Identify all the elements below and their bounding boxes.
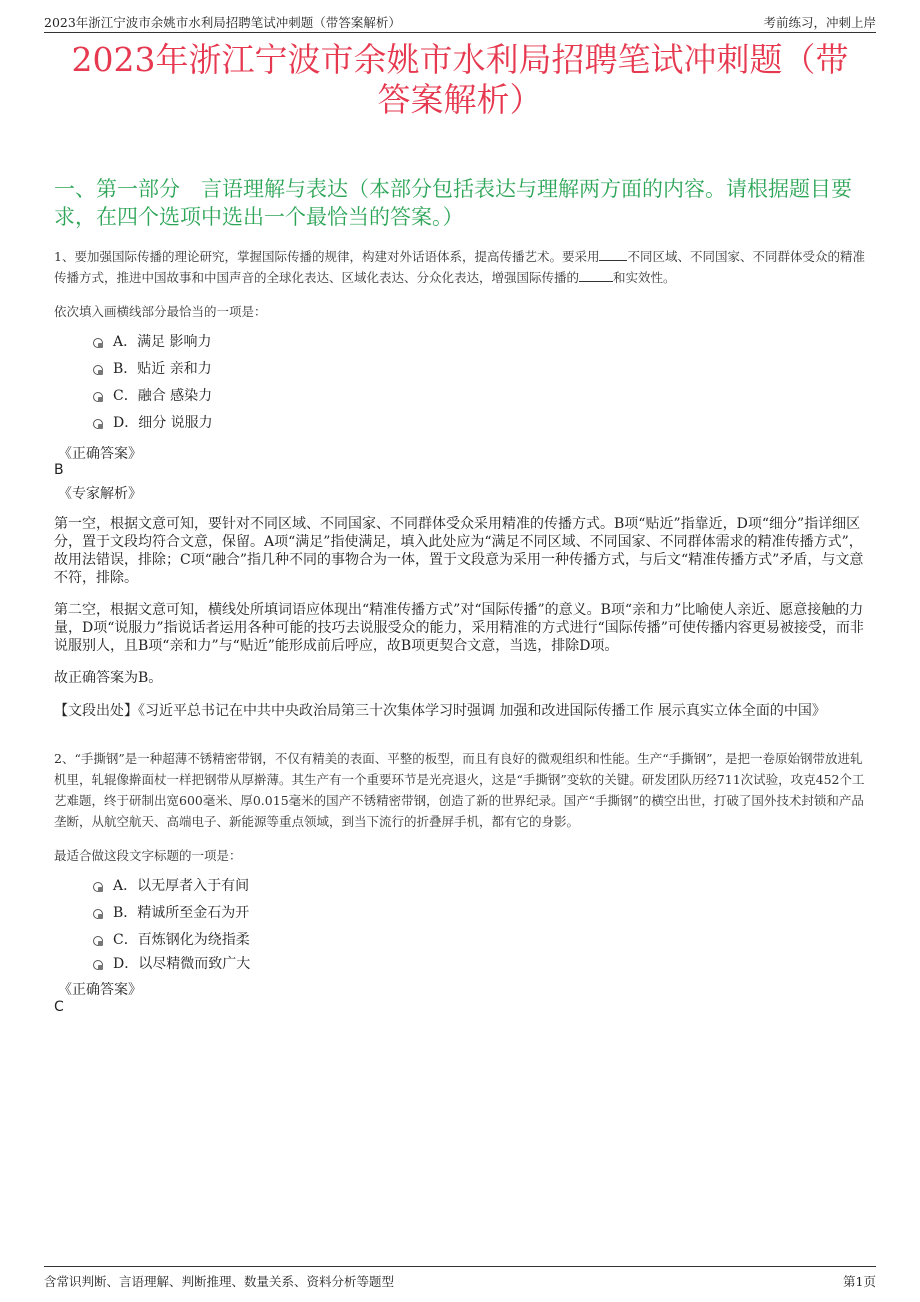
header-slogan: 考前练习，冲刺上岸 <box>763 15 876 30</box>
header-doc-title: 2023年浙江宁波市余姚市水利局招聘笔试冲刺题（带答案解析） <box>44 15 401 30</box>
analysis-paragraph-1: 第一空，根据文意可知，要针对不同区域、不同国家、不同群体受众采用精准的传播方式。B项“贴近”指靠近，D项“细分”指详细区分，置于文段均符合文意，保留。A项“满足”指使满足，填入此处应为“满足不同区域、不同国家、不同群体需求的精准传播方式”，故用法错误，排除；C项“融合”指几种不同的事物合为一体，置于文段意为采用一种传播方式，与后文“精准传播方式”矛盾，与文意不符，排除。 <box>54 516 864 586</box>
text-source: 【文段出处】《习近平总书记在中共中央政治局第三十次集体学习时强调 加强和改进国际传播工作 展示真实立体全面的中国》 <box>54 703 826 719</box>
option-label: D．以尽精微而致广大 <box>113 956 251 972</box>
option-a[interactable] <box>93 329 393 356</box>
option-a[interactable] <box>93 873 393 900</box>
footer-question-types: 含常识判断、言语理解、判断推理、数量关系、资料分析等题型 <box>44 1274 395 1289</box>
correct-answer: C <box>54 999 64 1015</box>
option-label: C．融合 感染力 <box>113 388 213 404</box>
blank-line <box>579 269 613 282</box>
section-heading: 一、第一部分 言语理解与表达（本部分包括表达与理解两方面的内容。请根据题目要求，在四个选项中选出一个最恰当的答案。） <box>54 177 852 229</box>
option-label: A．满足 影响力 <box>113 334 212 350</box>
question-1-stem <box>54 246 868 288</box>
radio-icon[interactable] <box>93 882 103 892</box>
expert-analysis-label: 《专家解析》 <box>58 486 142 502</box>
radio-icon[interactable] <box>93 338 103 348</box>
option-c[interactable] <box>93 383 393 410</box>
radio-icon[interactable] <box>93 960 103 970</box>
correct-answer: B <box>54 462 64 478</box>
question-1-stem-part-b: 不同区域、不同国家、不同群体受众的精准传播方式，推进中国故事和中国声音的全球化表达、区域化表达、分众化表达，增强国际传播的 <box>54 249 865 285</box>
option-d[interactable] <box>93 410 393 437</box>
option-label: C．百炼钢化为绕指柔 <box>113 932 250 948</box>
option-b[interactable] <box>93 900 393 927</box>
page-header <box>44 10 876 33</box>
radio-icon[interactable] <box>93 365 103 375</box>
analysis-paragraph-2: 第二空，根据文意可知，横线处所填词语应体现出“精准传播方式”对“国际传播”的意义。B项“亲和力”比喻使人亲近、愿意接触的力量，D项“说服力”指说话者运用各种可能的技巧去说服受众的能力，采用精准的方式进行“国际传播”可使传播内容更易被接受，而非说服别人，且B项“亲和力”与“贴近”能形成前后呼应，故B项更契合文意，当选，排除D项。 <box>54 602 864 654</box>
question-2-prompt: 最适合做这段文字标题的一项是： <box>54 848 242 863</box>
question-1-stem-part-a: 1、要加强国际传播的理论研究，掌握国际传播的规律，构建对外话语体系，提高传播艺术。要采用 <box>54 249 600 264</box>
page-number: 第1页 <box>843 1274 876 1289</box>
option-label: A．以无厚者入于有间 <box>113 878 250 894</box>
question-2-stem: 2、“手撕钢”是一种超薄不锈精密带钢，不仅有精美的表面、平整的板型，而且有良好的微观组织和性能。生产“手撕钢”，是把一卷原始钢带放进轧机里，轧辊像擀面杖一样把钢带从厚擀薄。其生产有一个重要环节是光亮退火，这是“手撕钢”变软的关键。研发团队历经711次试验，攻克452个工艺难题，终于研制出宽600毫米、厚0.015毫米的国产不锈精密带钢，创造了新的世界纪录。国产“手撕钢”的横空出世，打破了国外技术封锁和产品垄断，从航空航天、高端电子、新能源等重点领域，到当下流行的折叠屏手机，都有它的身影。 <box>54 751 865 829</box>
option-label: B．精诚所至金石为开 <box>113 905 250 921</box>
radio-icon[interactable] <box>93 909 103 919</box>
option-label: B．贴近 亲和力 <box>113 361 212 377</box>
analysis-conclusion: 故正确答案为B。 <box>54 670 163 686</box>
page-title: 2023年浙江宁波市余姚市水利局招聘笔试冲刺题（带答案解析） <box>71 40 849 119</box>
question-1-prompt: 依次填入画横线部分最恰当的一项是： <box>54 304 267 319</box>
option-label: D．细分 说服力 <box>113 415 213 431</box>
option-c[interactable] <box>93 927 393 951</box>
question-1-options <box>93 329 393 437</box>
option-b[interactable] <box>93 356 393 383</box>
correct-answer-label: 《正确答案》 <box>58 446 142 462</box>
radio-icon[interactable] <box>93 419 103 429</box>
question-2-options <box>93 873 393 978</box>
correct-answer-label: 《正确答案》 <box>58 982 142 998</box>
radio-icon[interactable] <box>93 936 103 946</box>
blank-line <box>599 248 627 261</box>
page-footer <box>44 1266 876 1295</box>
radio-icon[interactable] <box>93 392 103 402</box>
question-1-stem-part-c: 和实效性。 <box>613 270 676 285</box>
option-d[interactable] <box>93 951 393 978</box>
